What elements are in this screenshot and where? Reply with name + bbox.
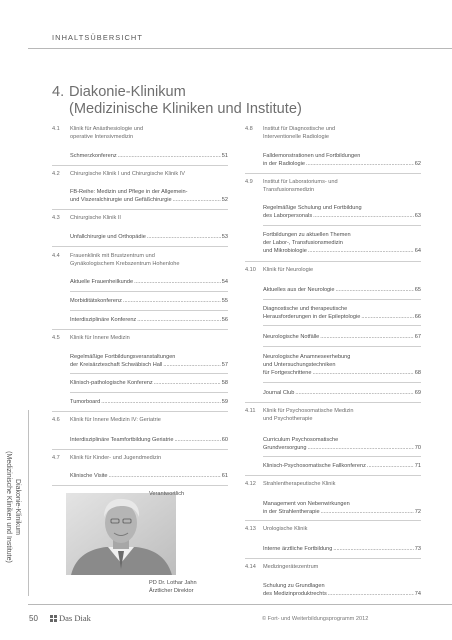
leader-dots	[333, 545, 413, 553]
entry-label: Interdisziplinäre Teamfortbildung Geriatrie	[70, 437, 174, 443]
entry-page: 60	[221, 437, 228, 443]
section-number: 4.6	[52, 417, 60, 423]
entry-page: 53	[221, 234, 228, 240]
entry-page: 54	[221, 279, 228, 285]
portrait-photo	[66, 493, 176, 575]
entry-label: Klinisch-Psychosomatische Fallkonferenz	[263, 463, 366, 469]
caption-name: PD Dr. Lothar Jahn	[149, 580, 197, 586]
entry-page: 57	[221, 362, 228, 368]
title-line-2: (Medizinische Kliniken und Institute)	[69, 101, 302, 117]
toc-entry[interactable]	[70, 188, 228, 204]
section-title: Institut für Diagnostische und	[263, 126, 336, 132]
entry-label: Klinisch-pathologische Konferenz	[70, 380, 153, 386]
toc-entry[interactable]	[263, 152, 421, 168]
leader-dots	[173, 196, 221, 204]
entry-page: 72	[414, 509, 421, 515]
diak-logo	[50, 613, 91, 623]
header-rule	[28, 48, 452, 49]
toc-entry[interactable]	[70, 152, 228, 160]
section-title: Klinik für Innere Medizin	[70, 335, 130, 341]
entry-label: Interne ärztliche Fortbildung	[263, 546, 333, 552]
leader-dots	[313, 369, 414, 377]
leader-dots	[306, 160, 414, 168]
separator	[245, 402, 421, 403]
toc-entry[interactable]	[70, 436, 228, 444]
toc-entry[interactable]	[263, 286, 421, 294]
section-title: Medizingerätezentrum	[263, 564, 319, 570]
entry-page: 62	[414, 161, 421, 167]
entry-label: Aktuelle Frauenheilkunde	[70, 279, 134, 285]
entry-label: Neurologische Notfälle	[263, 334, 320, 340]
toc-entry[interactable]	[70, 379, 228, 387]
separator	[70, 291, 228, 292]
section-number: 4.4	[52, 253, 60, 259]
leader-dots	[101, 398, 221, 406]
leader-dots	[295, 389, 413, 397]
entry-page: 51	[221, 153, 228, 159]
toc-entry[interactable]	[263, 305, 421, 321]
separator	[245, 520, 421, 521]
footer-rule	[28, 604, 452, 605]
section-title: Transfusionsmedizin	[263, 187, 315, 193]
leader-dots	[336, 286, 414, 294]
separator	[70, 392, 228, 393]
running-header: INHALTSÜBERSICHT	[52, 33, 143, 42]
section-number: 4.13	[245, 526, 256, 532]
separator	[52, 449, 228, 450]
section-title: Klinik für Anästhesiologie und	[70, 126, 144, 132]
entry-page: 70	[414, 445, 421, 451]
entry-page: 67	[414, 334, 421, 340]
entry-label-line: Curriculum Psychosomatische	[263, 437, 339, 443]
entry-label-line: Regelmäßige Fortbildungsveranstaltungen	[70, 354, 176, 360]
entry-label: für Fortgeschrittene	[263, 370, 312, 376]
entry-label: Schmerzkonferenz	[70, 153, 117, 159]
caption-role: Ärztlicher Direktor	[149, 588, 194, 594]
entry-label: in der Radiologie	[263, 161, 305, 167]
separator	[52, 329, 228, 330]
toc-entry[interactable]	[70, 472, 228, 480]
section-number: 4.8	[245, 126, 253, 132]
toc-entry[interactable]	[263, 500, 421, 516]
entry-page: 64	[414, 248, 421, 254]
section-number: 4.14	[245, 564, 256, 570]
toc-entry[interactable]	[70, 398, 228, 406]
toc-entry[interactable]	[263, 204, 421, 220]
section-title: Interventionelle Radiologie	[263, 134, 329, 140]
toc-entry[interactable]	[263, 462, 421, 470]
separator	[70, 310, 228, 311]
entry-label-line: FB-Reihe: Medizin und Pflege in der Allgemein-	[70, 189, 188, 195]
separator	[263, 325, 421, 326]
leader-dots	[174, 436, 220, 444]
entry-label: Journal Club	[263, 390, 295, 396]
separator	[245, 475, 421, 476]
leader-dots	[147, 233, 221, 241]
toc-entry[interactable]	[263, 436, 421, 452]
section-title: Chirurgische Klinik II	[70, 215, 121, 221]
entry-page: 52	[221, 197, 228, 203]
page-number: 50	[29, 614, 38, 623]
leader-dots	[367, 462, 414, 470]
separator	[245, 261, 421, 262]
section-title: Klinik für Neurologie	[263, 267, 314, 273]
section-number: 4.11	[245, 408, 256, 414]
leader-dots	[321, 508, 414, 516]
entry-page: 61	[221, 473, 228, 479]
section-title: Urologische Klinik	[263, 526, 308, 532]
toc-entry[interactable]	[70, 297, 228, 305]
separator	[245, 558, 421, 559]
leader-dots	[123, 297, 221, 305]
entry-label: Aktuelles aus der Neurologie	[263, 287, 335, 293]
entry-page: 58	[221, 380, 228, 386]
separator	[263, 299, 421, 300]
leader-dots	[163, 361, 220, 369]
separator	[263, 346, 421, 347]
side-label-line-2: (Medizinische Kliniken und Institute)	[5, 451, 12, 563]
entry-label-line: Neurologische Anamneseerhebung	[263, 354, 351, 360]
section-title: Klinik für Kinder- und Jugendmedizin	[70, 455, 162, 461]
separator	[52, 485, 228, 486]
entry-page: 55	[221, 298, 228, 304]
entry-page: 68	[414, 370, 421, 376]
entry-label-line: der Labor-, Transfusionsmedizin	[263, 240, 343, 246]
entry-label: Grundversorgung	[263, 445, 307, 451]
section-number: 4.9	[245, 179, 253, 185]
toc-entry[interactable]	[263, 389, 421, 397]
leader-dots	[308, 444, 414, 452]
toc-entry[interactable]	[263, 582, 421, 598]
section-number: 4.2	[52, 171, 60, 177]
leader-dots	[313, 212, 414, 220]
section-title: Strahlentherapeutische Klinik	[263, 481, 336, 487]
separator	[70, 373, 228, 374]
leader-dots	[361, 313, 413, 321]
separator	[263, 382, 421, 383]
entry-label-line: Regelmäßige Schulung und Fortbildung	[263, 205, 362, 211]
entry-label-line: Diagnostische und therapeutische	[263, 306, 348, 312]
toc-entry[interactable]	[70, 278, 228, 286]
side-label-line-1: Diakonie-Klinikum	[14, 478, 21, 536]
chapter-title	[52, 84, 302, 118]
entry-label: und Viszeralchirurgie und Gefäßchirurgie	[70, 197, 172, 203]
entry-page: 74	[414, 591, 421, 597]
entry-page: 56	[221, 317, 228, 323]
section-number: 4.7	[52, 455, 60, 461]
entry-label-line: und Untersuchungstechniken	[263, 362, 336, 368]
entry-label: Interdisziplinäre Konferenz	[70, 317, 137, 323]
leader-dots	[320, 333, 413, 341]
footer-copyright: © Fort- und Weiterbildungsprogramm 2012	[262, 616, 369, 622]
chapter-number: 4.	[52, 84, 65, 100]
side-label	[0, 422, 22, 592]
entry-label: des Laborpersonals	[263, 213, 313, 219]
section-number: 4.12	[245, 481, 256, 487]
separator	[52, 165, 228, 166]
entry-label: Morbiditätskonferenz	[70, 298, 122, 304]
toc-entry[interactable]	[263, 231, 421, 255]
section-title: und Psychotherapie	[263, 416, 313, 422]
entry-label-line: Schulung zu Grundlagen	[263, 583, 325, 589]
leader-dots	[154, 379, 221, 387]
entry-label: der Kreisärzteschaft Schwäbisch Hall	[70, 362, 163, 368]
separator	[263, 456, 421, 457]
entry-page: 73	[414, 546, 421, 552]
leader-dots	[134, 278, 221, 286]
entry-page: 66	[414, 314, 421, 320]
section-number: 4.10	[245, 267, 256, 273]
separator	[52, 411, 228, 412]
leader-dots	[118, 152, 221, 160]
entry-label-line: Falldemonstrationen und Fortbildungen	[263, 153, 361, 159]
entry-page: 65	[414, 287, 421, 293]
section-title: Chirurgische Klinik I und Chirurgische Klinik IV	[70, 171, 186, 177]
section-number: 4.5	[52, 335, 60, 341]
section-title: Klinik für Psychosomatische Medizin	[263, 408, 354, 414]
title-line-1: Diakonie-Klinikum	[69, 84, 186, 100]
section-title: Klinik für Innere Medizin IV: Geriatrie	[70, 417, 161, 423]
entry-label-line: Management von Nebenwirkungen	[263, 501, 350, 507]
section-title: Frauenklinik mit Brustzentrum und	[70, 253, 155, 259]
side-rule	[28, 410, 29, 596]
responsible-label: Verantwortlich	[149, 491, 185, 497]
entry-label: Tumorboard	[70, 399, 101, 405]
entry-label-line: Fortbildungen zu aktuellen Themen	[263, 232, 351, 238]
diak-logo-text: Das Diak	[59, 613, 91, 623]
section-number: 4.1	[52, 126, 60, 132]
leader-dots	[137, 316, 221, 324]
separator	[245, 173, 421, 174]
toc-entry[interactable]	[263, 333, 421, 341]
section-title: operative Intensivmedizin	[70, 134, 134, 140]
portrait-illustration	[66, 493, 176, 575]
entry-page: 69	[414, 390, 421, 396]
entry-label: in der Strahlentherapie	[263, 509, 320, 515]
diak-logo-icon	[50, 615, 57, 622]
separator	[52, 209, 228, 210]
separator	[52, 246, 228, 247]
entry-label: Herausforderungen in der Epileptologie	[263, 314, 361, 320]
section-title: Institut für Laboratoriums- und	[263, 179, 338, 185]
toc-entry[interactable]	[70, 316, 228, 324]
section-title: Gynäkologischem Krebszentrum Hohenlohe	[70, 261, 180, 267]
separator	[263, 225, 421, 226]
portrait-caption	[149, 579, 197, 595]
entry-page: 63	[414, 213, 421, 219]
entry-page: 71	[414, 463, 421, 469]
section-number: 4.3	[52, 215, 60, 221]
toc-entry[interactable]	[263, 545, 421, 553]
leader-dots	[308, 247, 414, 255]
entry-page: 59	[221, 399, 228, 405]
toc-entry[interactable]	[70, 233, 228, 241]
entry-label: Unfallchirurgie und Orthopädie	[70, 234, 146, 240]
leader-dots	[328, 590, 414, 598]
entry-label: Klinische Visite	[70, 473, 108, 479]
toc-entry[interactable]	[263, 353, 421, 377]
entry-label: des Medizinproduktrechts	[263, 591, 327, 597]
entry-label: und Mikrobiologie	[263, 248, 307, 254]
leader-dots	[109, 472, 221, 480]
toc-entry[interactable]	[70, 353, 228, 369]
